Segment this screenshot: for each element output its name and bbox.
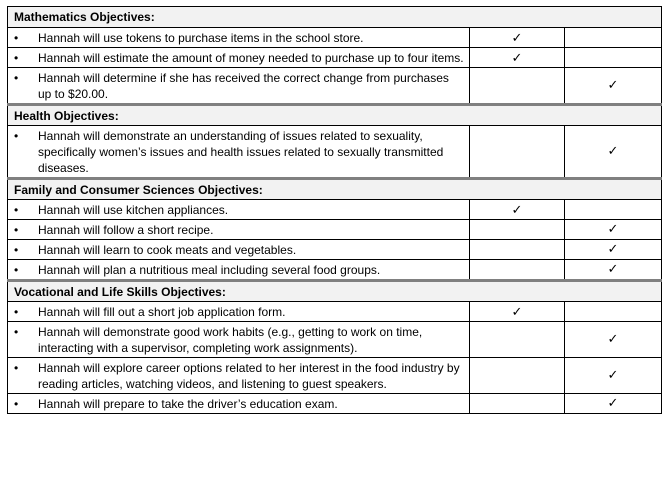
objective-cell — [8, 322, 470, 358]
objective-row — [8, 28, 662, 48]
section-title: Vocational and Life Skills Objectives: — [8, 281, 662, 302]
check-cell-column-1 — [470, 200, 565, 220]
objective-cell — [8, 358, 470, 394]
bullet-icon: • — [14, 71, 19, 85]
objective-row — [8, 126, 662, 179]
bullet-icon: • — [14, 31, 19, 45]
check-cell-column-2 — [565, 68, 662, 105]
objective-cell — [8, 126, 470, 179]
check-cell-column-1 — [470, 260, 565, 281]
check-cell-column-2 — [565, 302, 662, 322]
check-cell-column-1 — [470, 28, 565, 48]
objective-row — [8, 68, 662, 105]
objective-text: Hannah will learn to cook meats and vegetables. — [38, 243, 297, 257]
check-cell-column-2 — [565, 240, 662, 260]
objective-text: Hannah will use tokens to purchase items in the school store. — [38, 31, 364, 45]
check-cell-column-2 — [565, 322, 662, 358]
check-cell-column-2 — [565, 28, 662, 48]
objective-row — [8, 220, 662, 240]
bullet-icon: • — [14, 223, 19, 237]
checkmark-icon: ✓ — [511, 31, 523, 46]
section-header-row — [8, 105, 662, 126]
objective-cell — [8, 68, 470, 105]
bullet-icon: • — [14, 361, 19, 375]
objective-text: Hannah will follow a short recipe. — [38, 223, 214, 237]
objective-cell — [8, 28, 470, 48]
checkmark-icon: ✓ — [607, 222, 619, 237]
check-cell-column-2 — [565, 200, 662, 220]
checkmark-icon: ✓ — [607, 368, 619, 383]
bullet-icon: • — [14, 243, 19, 257]
section-header-row — [8, 7, 662, 28]
objective-text: Hannah will plan a nutritious meal including several food groups. — [38, 263, 381, 277]
check-cell-column-2 — [565, 260, 662, 281]
objective-text: Hannah will demonstrate an understanding of issues related to sexuality, specifically women’s issues and health issues related to sexually transmitted diseases. — [38, 129, 444, 175]
checkmark-icon: ✓ — [607, 242, 619, 257]
objective-text: Hannah will fill out a short job application form. — [38, 305, 286, 319]
check-cell-column-2 — [565, 358, 662, 394]
objective-cell — [8, 48, 470, 68]
objectives-table — [7, 6, 662, 414]
objective-text: Hannah will prepare to take the driver’s education exam. — [38, 397, 338, 411]
check-cell-column-1 — [470, 126, 565, 179]
checkmark-icon: ✓ — [607, 262, 619, 277]
objective-row — [8, 200, 662, 220]
objective-row — [8, 48, 662, 68]
objective-text: Hannah will estimate the amount of money needed to purchase up to four items. — [38, 51, 464, 65]
checkmark-icon: ✓ — [511, 51, 523, 66]
bullet-icon: • — [14, 203, 19, 217]
check-cell-column-2 — [565, 126, 662, 179]
check-cell-column-2 — [565, 48, 662, 68]
objective-cell — [8, 220, 470, 240]
check-cell-column-2 — [565, 220, 662, 240]
check-cell-column-1 — [470, 358, 565, 394]
check-cell-column-1 — [470, 394, 565, 414]
bullet-icon: • — [14, 305, 19, 319]
objective-row — [8, 260, 662, 281]
objective-row — [8, 394, 662, 414]
bullet-icon: • — [14, 325, 19, 339]
check-cell-column-1 — [470, 48, 565, 68]
objective-text: Hannah will determine if she has received the correct change from purchases up to $20.00. — [38, 71, 449, 101]
section-header-row — [8, 281, 662, 302]
section-header-row — [8, 179, 662, 200]
check-cell-column-1 — [470, 68, 565, 105]
section-title: Mathematics Objectives: — [8, 7, 662, 28]
objective-cell — [8, 302, 470, 322]
objective-row — [8, 302, 662, 322]
checkmark-icon: ✓ — [607, 396, 619, 411]
checkmark-icon: ✓ — [607, 78, 619, 93]
check-cell-column-2 — [565, 394, 662, 414]
checkmark-icon: ✓ — [511, 203, 523, 218]
bullet-icon: • — [14, 129, 19, 143]
section-title: Health Objectives: — [8, 105, 662, 126]
objective-row — [8, 240, 662, 260]
section-title: Family and Consumer Sciences Objectives: — [8, 179, 662, 200]
bullet-icon: • — [14, 51, 19, 65]
objective-text: Hannah will explore career options related to her interest in the food industry by reading articles, watching videos, and listening to guest speakers. — [38, 361, 460, 391]
objective-cell — [8, 200, 470, 220]
checkmark-icon: ✓ — [607, 332, 619, 347]
bullet-icon: • — [14, 397, 19, 411]
objective-text: Hannah will demonstrate good work habits (e.g., getting to work on time, interacting with a supervisor, completing work assignments). — [38, 325, 423, 355]
check-cell-column-1 — [470, 240, 565, 260]
objective-row — [8, 358, 662, 394]
checkmark-icon: ✓ — [607, 144, 619, 159]
objective-cell — [8, 240, 470, 260]
check-cell-column-1 — [470, 220, 565, 240]
objective-row — [8, 322, 662, 358]
objective-cell — [8, 260, 470, 281]
objective-text: Hannah will use kitchen appliances. — [38, 203, 229, 217]
check-cell-column-1 — [470, 322, 565, 358]
objective-cell — [8, 394, 470, 414]
checkmark-icon: ✓ — [511, 305, 523, 320]
bullet-icon: • — [14, 263, 19, 277]
check-cell-column-1 — [470, 302, 565, 322]
